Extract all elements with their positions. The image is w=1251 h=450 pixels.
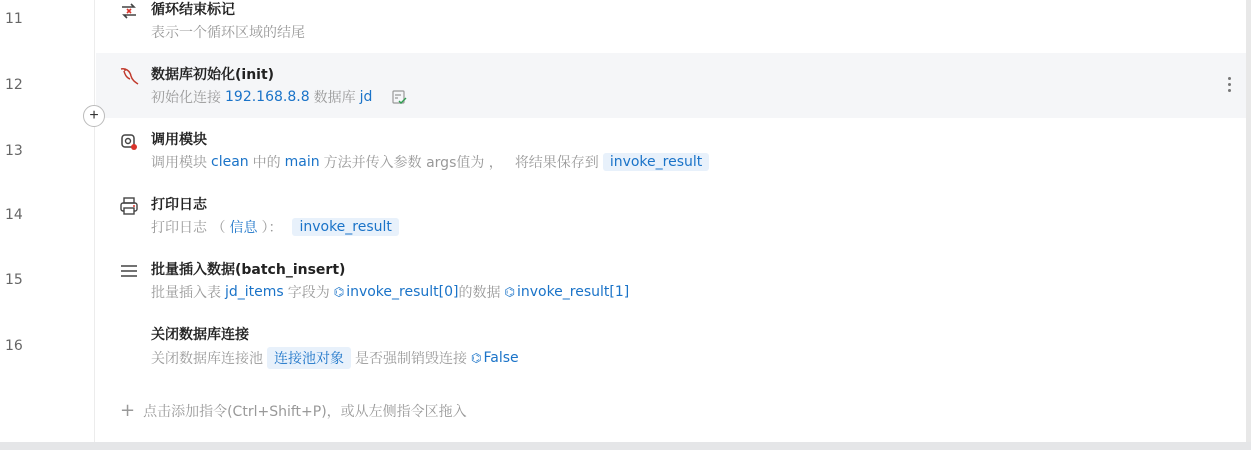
instruction-title: 批量插入数据(batch_insert) [151,262,346,278]
instruction-desc: 打印日志 （ 信息 ）： invoke_result [151,217,403,237]
instruction-desc: 关闭数据库连接池 连接池对象 是否强制销毁连接 ⌬ False [151,347,523,369]
instruction-row-db-init[interactable] [96,53,1246,118]
log-variable-chip[interactable]: invoke_result [292,218,398,236]
loop-end-icon [118,0,140,22]
instruction-desc: 表示一个循环区域的结尾 [151,25,305,41]
line-number-gutter [0,0,95,442]
pool-variable-chip[interactable]: 连接池对象 [267,347,351,369]
result-variable-chip[interactable]: invoke_result [603,153,709,171]
line-number: 11 [5,11,23,27]
instruction-row-print-log[interactable] [96,183,1246,248]
instruction-title: 打印日志 [151,197,207,213]
add-instruction-text: 点击添加指令(Ctrl+Shift+P)，或从左侧指令区拖入 [143,404,467,420]
instruction-title: 调用模块 [151,132,207,148]
list-icon [118,260,140,282]
fields-value: invoke_result[0] [346,284,459,300]
instruction-desc: 批量插入表 jd_items 字段为 ⌬ invoke_result[0] 的数据 ⌬ invoke_result[1] [151,284,630,301]
vertical-scrollbar[interactable] [1246,0,1251,442]
table-value: jd_items [225,284,284,300]
instruction-row-batch-insert[interactable] [96,248,1246,313]
python-expression-icon: ⌬ [504,285,515,299]
method-value: main [284,154,320,170]
add-instruction-hint[interactable] [120,401,467,421]
instruction-row-close-db[interactable] [96,313,1246,378]
database-value: jd [359,89,373,105]
insert-instruction-button[interactable]: + [83,105,105,127]
invoke-module-icon [118,130,140,152]
host-value: 192.168.8.8 [225,89,310,105]
instruction-title: 数据库初始化(init) [151,67,275,83]
mysql-dolphin-icon [118,65,140,87]
line-number: 12 [5,77,23,93]
python-expression-icon: ⌬ [471,351,482,365]
line-number: 15 [5,272,23,288]
printer-icon [118,195,140,217]
log-level-value: 信息 [229,220,258,236]
module-value: clean [211,154,249,170]
python-expression-icon: ⌬ [333,285,345,299]
horizontal-scrollbar[interactable] [0,442,1251,450]
instruction-desc: 调用模块 clean 中的 main 方法并传入参数 args值为 ， 将结果保存到 invoke_result [151,152,713,172]
instruction-list [96,0,1246,442]
instruction-title: 关闭数据库连接 [151,327,249,343]
line-number: 14 [5,207,23,223]
line-number: 13 [5,143,23,159]
instruction-desc: 初始化连接 192.168.8.8 数据库 jd [151,87,408,107]
instruction-row-invoke-module[interactable] [96,118,1246,183]
more-options-icon[interactable] [1228,77,1232,93]
instruction-row-loop-end[interactable] [96,0,1246,53]
force-value: False [483,350,519,366]
instruction-title: 循环结束标记 [151,2,235,18]
plus-icon: + [120,400,136,421]
line-number: 16 [5,338,23,354]
verify-connection-icon[interactable] [390,88,408,106]
data-value: invoke_result[1] [516,284,630,300]
